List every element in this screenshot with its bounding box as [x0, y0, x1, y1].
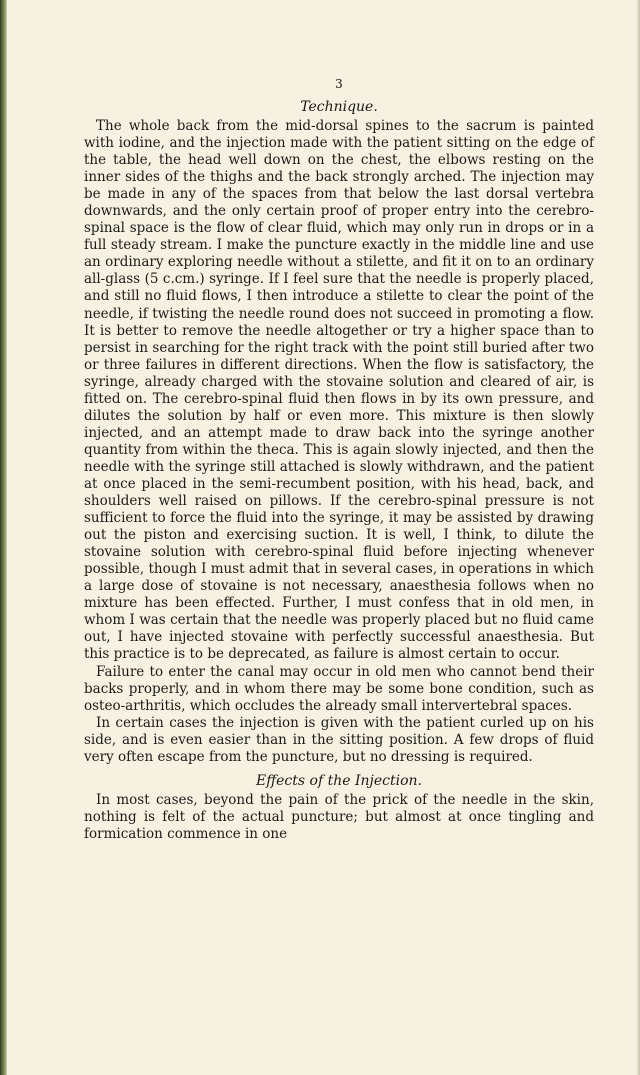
- paragraph-effects-1: In most cases, beyond the pain of the prick of the needle in the skin, nothing is felt of the actual puncture; but almost at once tingling and formication commence in one: [84, 791, 594, 842]
- page-right-edge: [636, 0, 640, 1075]
- paragraph-technique-3: In certain cases the injection is given with the patient curled up on his side, and is even easier than in the sitting position. A few drops of fluid very often escape from the puncture, but no dressing is required.: [84, 714, 594, 765]
- page-content: [84, 76, 594, 843]
- paragraph-technique-1: The whole back from the mid-dorsal spines to the sacrum is painted with iodine, and the injection made with the patient sitting on the edge of the table, the head well down on the chest, the elbows resting on the inner sides of the thighs and the back strongly arched. The injection may be made in any of the spaces from that below the last dorsal vertebra downwards, and the only certain proof of proper entry into the cerebro-spinal space is the flow of clear fluid, which may only run in drops or in a full steady stream. I make the puncture exactly in the middle line and use an ordinary exploring needle without a stilette, and fit it on to an ordinary all-glass (5 c.cm.) syringe. If I feel sure that the needle is properly placed, and still no fluid flows, I then introduce a stilette to clear the point of the needle, if twisting the needle round does not succeed in promoting a flow. It is better to remove the needle altogether or try a higher space than to persist in searching for the right track with the point still buried after two or three failures in different directions. When the flow is satisfactory, the syringe, already charged with the stovaine solution and cleared of air, is fitted on. The cerebro-spinal fluid then flows in by its own pressure, and dilutes the solution by half or even more. This mixture is then slowly injected, and an attempt made to draw back into the syringe another quantity from within the theca. This is again slowly injected, and then the needle with the syringe still attached is slowly withdrawn, and the patient at once placed in the semi-recumbent position, with his head, back, and shoulders well raised on pillows. If the cerebro-spinal pressure is not sufficient to force the fluid into the syringe, it may be assisted by drawing out the piston and exercising suction. It is well, I think, to dilute the stovaine solution with cerebro-spinal fluid before injecting whenever possible, though I must admit that in several cases, in operations in which a large dose of stovaine is not necessary, anaesthesia follows when no mixture has been effected. Further, I must confess that in old men, in whom I was certain that the needle was properly placed but no fluid came out, I have injected stovaine with perfectly successful anaesthesia. But this practice is to be deprecated, as failure is almost certain to occur.: [84, 118, 594, 663]
- page-number: 3: [335, 77, 343, 91]
- section-heading-technique: Technique.: [300, 99, 378, 115]
- book-spine-edge: [0, 0, 7, 1075]
- paragraph-technique-2: Failure to enter the canal may occur in old men who cannot bend their backs properly, and in whom there may be some bone condition, such as osteo-arthritis, which occludes the already small intervertebral spaces.: [84, 663, 594, 714]
- section-heading-effects: Effects of the Injection.: [256, 772, 422, 789]
